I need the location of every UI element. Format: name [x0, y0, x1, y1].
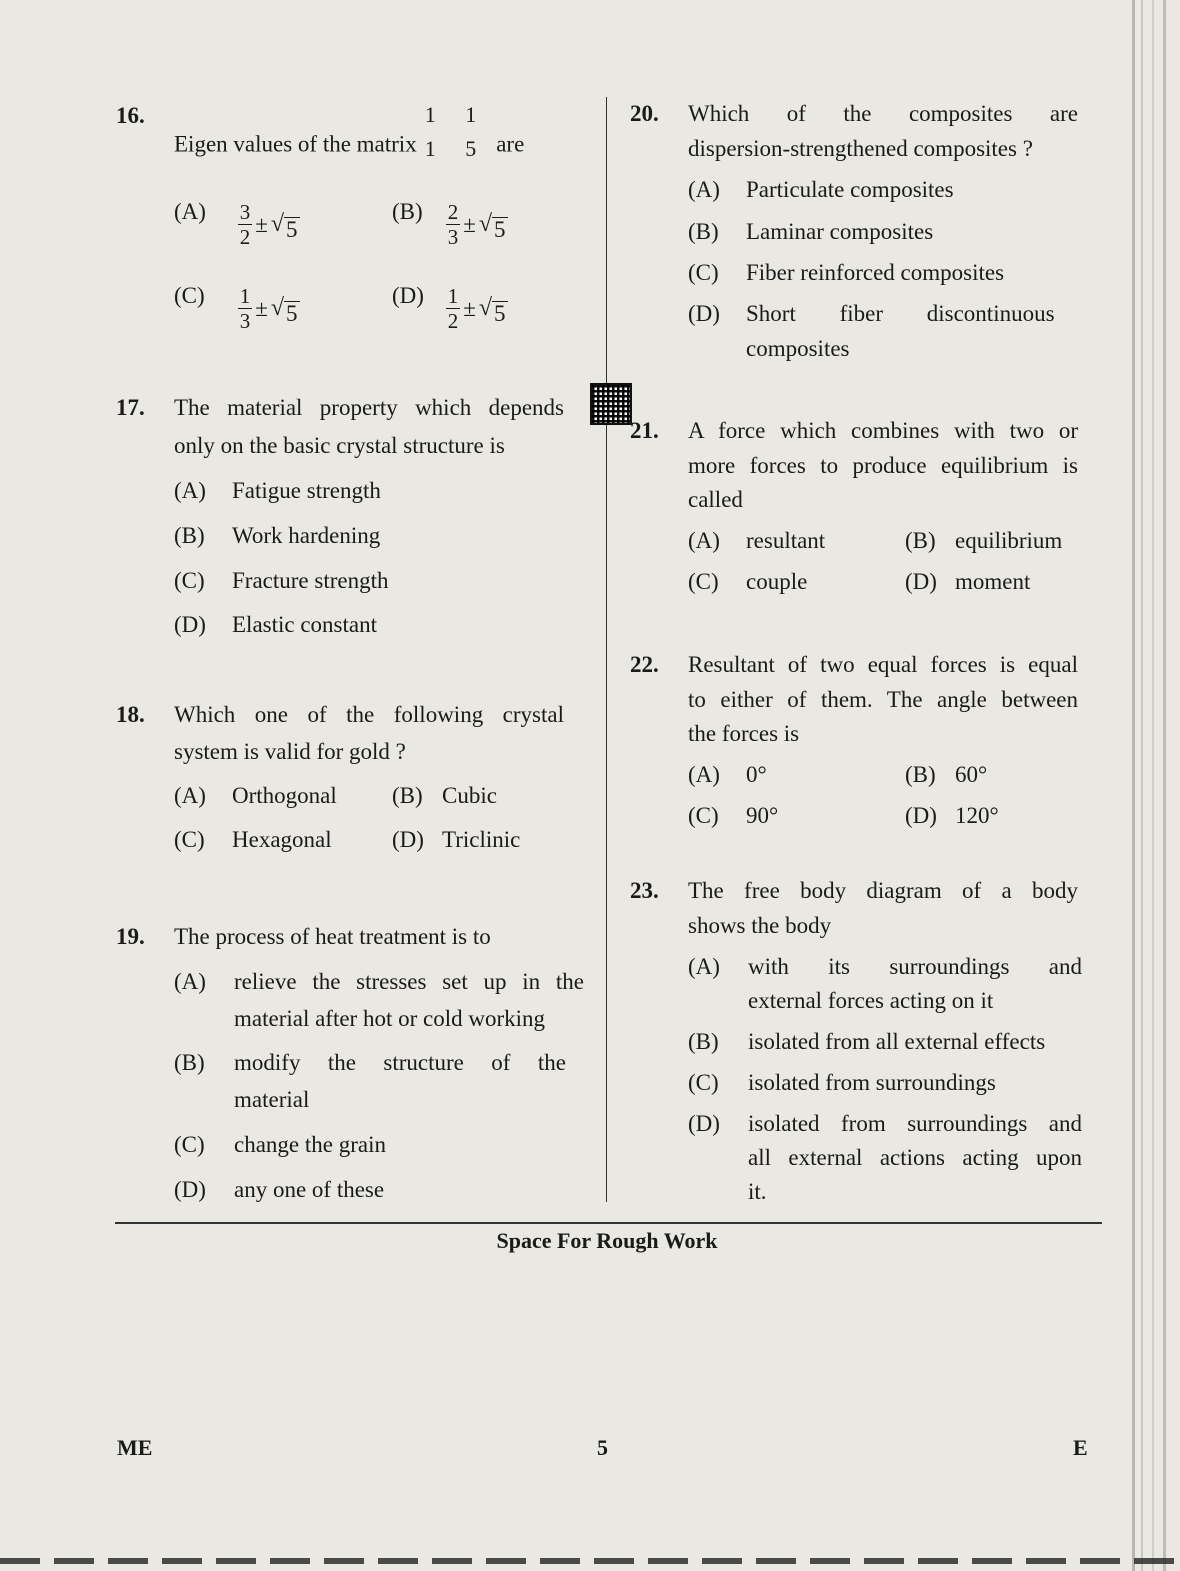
- question-23: 23. The free body diagram of a body shows the body (A) with its surroundings and external forces acting on it (B) isolated from all external effects (C) isolated from surroundings (D) isolated from surroundings and all external actions acting upon it.: [630, 873, 1100, 1213]
- question-number: 16.: [116, 103, 145, 128]
- question-17: 17. The material property which depends only on the basic crystal structure is (A) Fatigue strength (B) Work hardening (C) Fracture strength (D) Elastic constant: [116, 390, 566, 650]
- option-a: (A) 0°: [688, 762, 767, 787]
- question-21: 21. A force which combines with two or more forces to produce equilibrium is called (A) resultant (B) equilibrium (C) couple (D) moment: [630, 413, 1100, 603]
- option-c: (C) change the grain: [174, 1132, 386, 1157]
- question-22: 22. Resultant of two equal forces is equal to either of them. The angle between the forces is (A) 0° (B) 60° (C) 90° (D) 120°: [630, 647, 1100, 837]
- option-b: (B) Work hardening: [174, 523, 381, 548]
- option-b: (B) Cubic: [392, 783, 497, 808]
- page-edge: [1141, 0, 1143, 1571]
- option-d: (D) $\frac{1}{2}$ ± √ 5: [392, 283, 506, 333]
- question-19: 19. The process of heat treatment is to (A) relieve the stresses set up in the material after hot or cold working (B) modify the structure of the material (C) change the grain (D) any one of these: [116, 919, 596, 1219]
- page-number: 5: [597, 1435, 608, 1460]
- question-number: 18.: [116, 702, 145, 727]
- column-divider: [606, 97, 607, 1202]
- option-c: (C) isolated from surroundings: [688, 1070, 996, 1095]
- page-edge: [1132, 0, 1135, 1571]
- option-a: (A) resultant: [688, 528, 826, 553]
- option-b: (B) 60°: [905, 762, 988, 787]
- math-expression: $\frac{3}{2}$ ± √ 5: [239, 200, 298, 249]
- question-18: 18. Which one of the following crystal system is valid for gold ? (A) Orthogonal (B) Cubic (C) Hexagonal (D) Triclinic: [116, 697, 576, 867]
- question-20: 20. Which of the composites are dispersion-strengthened composites ? (A) Particulate composites (B) Laminar composites (C) Fiber reinforced composites (D) Short fiber discontinuous composites: [630, 96, 1100, 366]
- page-edge: [1152, 0, 1154, 1571]
- option-c: (C) Hexagonal: [174, 827, 332, 852]
- option-c: (C) Fracture strength: [174, 568, 389, 593]
- question-number: 19.: [116, 924, 145, 949]
- option-c: (C) 90°: [688, 803, 779, 828]
- option-b: (B) equilibrium: [905, 528, 1063, 553]
- option-d: (D) Elastic constant: [174, 612, 377, 637]
- rough-work-label: Space For Rough Work: [496, 1228, 718, 1253]
- math-expression: $\frac{2}{3}$ ± √ 5: [447, 200, 506, 249]
- bottom-border-marks: [0, 1558, 1180, 1564]
- footer-subject-code: ME: [117, 1435, 153, 1460]
- question-text: Eigen values of the matrix 1 1 1 5 are: [174, 112, 524, 180]
- question-number: 21.: [630, 418, 659, 443]
- footer-series-code: E: [1073, 1435, 1088, 1460]
- option-b: (B) isolated from all external effects: [688, 1029, 1046, 1054]
- question-16: [116, 98, 596, 338]
- option-b: (B) Laminar composites: [688, 219, 934, 244]
- matrix: 1 1 1 5: [424, 102, 489, 161]
- horizontal-rule: [115, 1222, 1102, 1224]
- option-c: (C) $\frac{1}{3}$ ± √ 5: [174, 283, 298, 333]
- question-number: 22.: [630, 652, 659, 677]
- question-number: 23.: [630, 878, 659, 903]
- option-a: (A) Particulate composites: [688, 177, 954, 202]
- option-d: (D) Triclinic: [392, 827, 521, 852]
- option-a: (A) $\frac{3}{2}$ ± √ 5: [174, 199, 298, 249]
- math-expression: $\frac{1}{3}$ ± √ 5: [239, 284, 298, 333]
- question-number: 17.: [116, 395, 145, 420]
- option-a: (A) Fatigue strength: [174, 478, 381, 503]
- option-c: (C) Fiber reinforced composites: [688, 260, 1005, 285]
- option-c: (C) couple: [688, 569, 808, 594]
- page-edge: [1163, 0, 1166, 1571]
- option-d: (D) any one of these: [174, 1177, 385, 1202]
- option-a: (A) Orthogonal: [174, 783, 337, 808]
- option-b: (B) $\frac{2}{3}$ ± √ 5: [392, 199, 506, 249]
- question-number: 20.: [630, 101, 659, 126]
- qr-code-icon: [590, 383, 632, 425]
- option-d: (D) 120°: [905, 803, 999, 828]
- option-d: (D) moment: [905, 569, 1031, 594]
- math-expression: $\frac{1}{2}$ ± √ 5: [447, 284, 506, 333]
